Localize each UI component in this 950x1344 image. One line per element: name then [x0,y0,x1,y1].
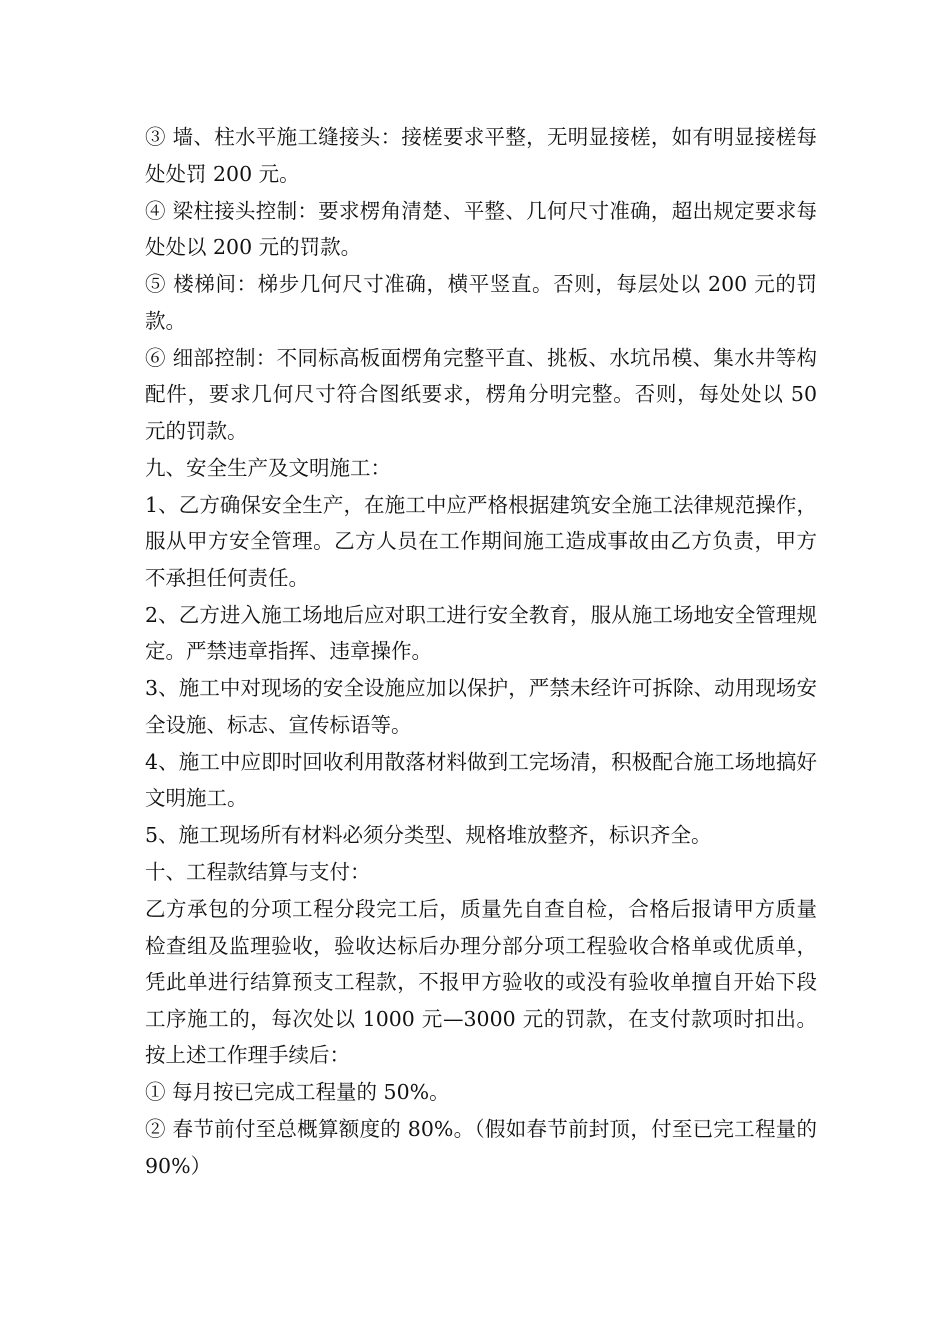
clause-beam-column-joint: ④ 梁柱接头控制：要求楞角清楚、平整、几何尺寸准确，超出规定要求每处处以 200 元的罚款。 [145,198,817,259]
safety-item-2: 2、乙方进入施工场地后应对职工进行安全教育，服从施工场地安全管理规定。严禁违章指挥、违章操作。 [145,602,817,663]
section-heading-safety: 九、安全生产及文明施工： [145,455,391,480]
safety-item-1: 1、乙方确保安全生产，在施工中应严格根据建筑安全施工法律规范操作，服从甲方安全管理。乙方人员在工作期间施工造成事故由乙方负责，甲方不承担任何责任。 [145,492,817,590]
document-body [145,119,817,1184]
safety-item-5: 5、施工现场所有材料必须分类型、规格堆放整齐，标识齐全。 [145,823,712,847]
safety-item-4: 4、施工中应即时回收利用散落材料做到工完场清，积极配合施工场地搞好文明施工。 [145,749,817,810]
payment-paragraph: 乙方承包的分项工程分段完工后，质量先自查自检，合格后报请甲方质量检查组及监理验收，验收达标后办理分部分项工程验收合格单或优质单，凭此单进行结算预支工程款，不报甲方验收的或没有验收单擅自开始下段工序施工的，每次处以 1000 元—3000 元的罚款，在支付款项时扣出。按上述工作理手续后： [145,897,817,1067]
section-heading-payment: 十、工程款结算与支付： [145,860,371,884]
payment-item-1: ① 每月按已完成工程量的 50%。 [145,1080,450,1104]
clause-wall-column-joint: ③ 墙、柱水平施工缝接头：接槎要求平整，无明显接槎，如有明显接槎每处处罚 200 元。 [145,125,817,186]
payment-item-2: ② 春节前付至总概算额度的 80%。（假如春节前封顶，付至已完工程量的 90%） [145,1117,817,1178]
clause-stairwell: ⑤ 楼梯间：梯步几何尺寸准确，横平竖直。否则，每层处以 200 元的罚款。 [145,272,817,333]
clause-detail-control: ⑥ 细部控制：不同标高板面楞角完整平直、挑板、水坑吊模、集水井等构配件，要求几何尺寸符合图纸要求，楞角分明完整。否则，每处处以 50 元的罚款。 [145,345,817,443]
safety-item-3: 3、施工中对现场的安全设施应加以保护，严禁未经许可拆除、动用现场安全设施、标志、宣传标语等。 [145,676,817,737]
